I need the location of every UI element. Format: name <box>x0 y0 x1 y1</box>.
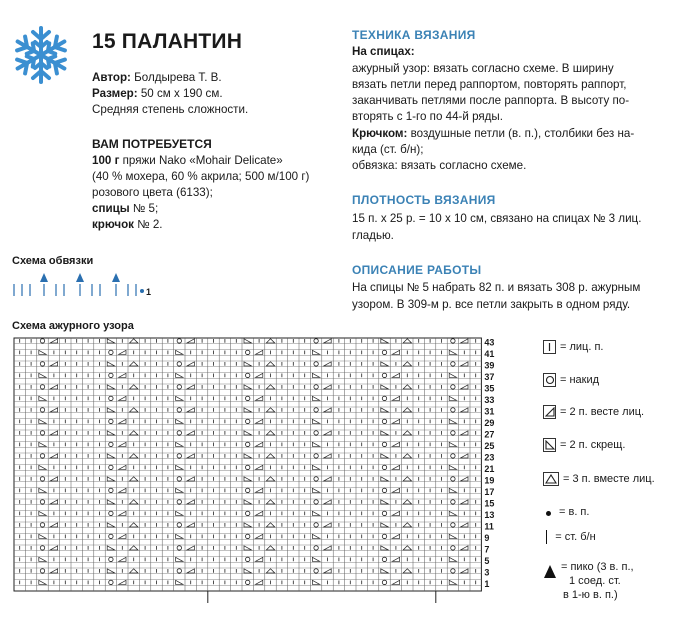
hook-value: № 2. <box>137 218 163 231</box>
gauge-text-2: гладью. <box>352 229 394 242</box>
description-text-2: узором. В 309-м р. все петли закрыть в одном ряду. <box>352 298 631 311</box>
knit-text-4: вторять с 1-го по 44-й ряды. <box>352 110 503 123</box>
materials-heading: ВАМ ПОТРЕБУЕТСЯ <box>92 137 212 151</box>
row-number: 9 <box>484 532 490 543</box>
yarn-over-icon <box>543 373 556 387</box>
snowflake-icon <box>10 24 72 86</box>
row-number: 27 <box>484 429 495 440</box>
row-number: 23 <box>484 452 495 463</box>
k3tog-icon <box>543 472 559 486</box>
row-number: 31 <box>484 406 495 417</box>
legend-knit: = лиц. п. <box>543 340 603 354</box>
edging-chart-title: Схема обвязки <box>12 255 94 267</box>
difficulty-text: Средняя степень сложности. <box>92 103 249 116</box>
size-value: 50 см х 190 см. <box>140 87 223 100</box>
needles-line <box>92 201 158 216</box>
size-label: Размер: <box>92 87 138 100</box>
lace-chart <box>8 335 533 620</box>
legend-k2tog: = 2 п. весте лиц. <box>543 405 644 419</box>
edging-chart <box>10 268 160 300</box>
row-number: 33 <box>484 394 495 405</box>
picot-mark <box>40 273 48 282</box>
crochet-text-2: кида (ст. б/н); <box>352 143 424 156</box>
k2tog-icon <box>543 405 556 419</box>
knit-text-3: заканчивать петлями после раппорта. В высоту по- <box>352 94 630 107</box>
row-number: 11 <box>484 521 494 532</box>
yarn-line-1 <box>92 153 283 168</box>
description-text-1: На спицы № 5 набрать 82 п. и вязать 308 р. ажурным <box>352 281 641 294</box>
picot-icon <box>543 563 557 579</box>
row-number: 3 <box>484 567 490 578</box>
row-number: 37 <box>484 371 495 382</box>
needles-value: № 5; <box>132 202 159 215</box>
row-number: 7 <box>484 544 490 555</box>
lace-chart-title: Схема ажурного узора <box>12 320 134 332</box>
legend-picot: = пико (3 в. п., 1 соед. ст. в 1-ю в. п.) <box>561 561 634 601</box>
knit-symbol-icon <box>543 340 556 354</box>
yarn-line-3: розового цвета (6133); <box>92 186 213 199</box>
legend-k3tog: = 3 п. вместе лиц. <box>543 472 655 486</box>
yarn-line-2: (40 % мохера, 60 % акрила; 500 м/100 г) <box>92 170 310 183</box>
row-number: 35 <box>484 383 495 394</box>
crochet-line-1 <box>352 126 634 141</box>
description-heading: ОПИСАНИЕ РАБОТЫ <box>352 263 482 277</box>
knit-text-1: ажурный узор: вязать согласно схеме. В ширину <box>352 62 614 75</box>
ssk-icon <box>543 438 556 452</box>
row-number: 41 <box>484 348 495 359</box>
row-number: 15 <box>484 498 495 509</box>
row-number: 5 <box>484 555 490 566</box>
row-number: 43 <box>484 337 495 348</box>
knit-text-2: вязать петли перед раппортом, повторять раппорт, <box>352 78 627 91</box>
crochet-text: воздушные петли (в. п.), столбики без на- <box>410 127 635 140</box>
hook-line <box>92 217 163 232</box>
picot-mark <box>76 273 84 282</box>
needles-label: спицы <box>92 202 130 215</box>
row-number: 19 <box>484 475 495 486</box>
author-value: Болдырева Т. В. <box>134 71 222 84</box>
hook-label: крючок <box>92 218 134 231</box>
page-title: 15 ПАЛАНТИН <box>92 30 243 53</box>
legend-yarn-over: = накид <box>543 373 599 387</box>
row-number: 1 <box>484 578 490 589</box>
row-number: 29 <box>484 417 495 428</box>
row-number: 25 <box>484 440 495 451</box>
gauge-text-1: 15 п. х 25 р. = 10 х 10 см, связано на спицах № 3 лиц. <box>352 212 642 225</box>
legend-single-crochet: = ст. б/н <box>546 530 596 544</box>
edging-row-number: 1 <box>146 287 152 297</box>
knit-label: На спицах: <box>352 45 415 58</box>
author-line <box>92 70 222 85</box>
technique-heading: ТЕХНИКА ВЯЗАНИЯ <box>352 28 476 42</box>
row-number: 13 <box>484 509 495 520</box>
single-crochet-icon <box>546 530 547 544</box>
yarn-description: пряжи Nako «Mohair Delicate» <box>122 154 283 167</box>
picot-mark <box>112 273 120 282</box>
gauge-heading: ПЛОТНОСТЬ ВЯЗАНИЯ <box>352 193 496 207</box>
size-line <box>92 86 223 101</box>
row-number: 39 <box>484 360 495 371</box>
crochet-label: Крючком: <box>352 127 408 140</box>
legend-chain: = в. п. <box>546 506 589 518</box>
legend-ssk: = 2 п. скрещ. <box>543 438 625 452</box>
row-number: 21 <box>484 463 495 474</box>
row-number: 17 <box>484 486 495 497</box>
crochet-text-3: обвязка: вязать согласно схеме. <box>352 159 527 172</box>
author-label: Автор: <box>92 71 131 84</box>
yarn-amount: 100 г <box>92 154 120 167</box>
chain-icon <box>546 511 551 516</box>
